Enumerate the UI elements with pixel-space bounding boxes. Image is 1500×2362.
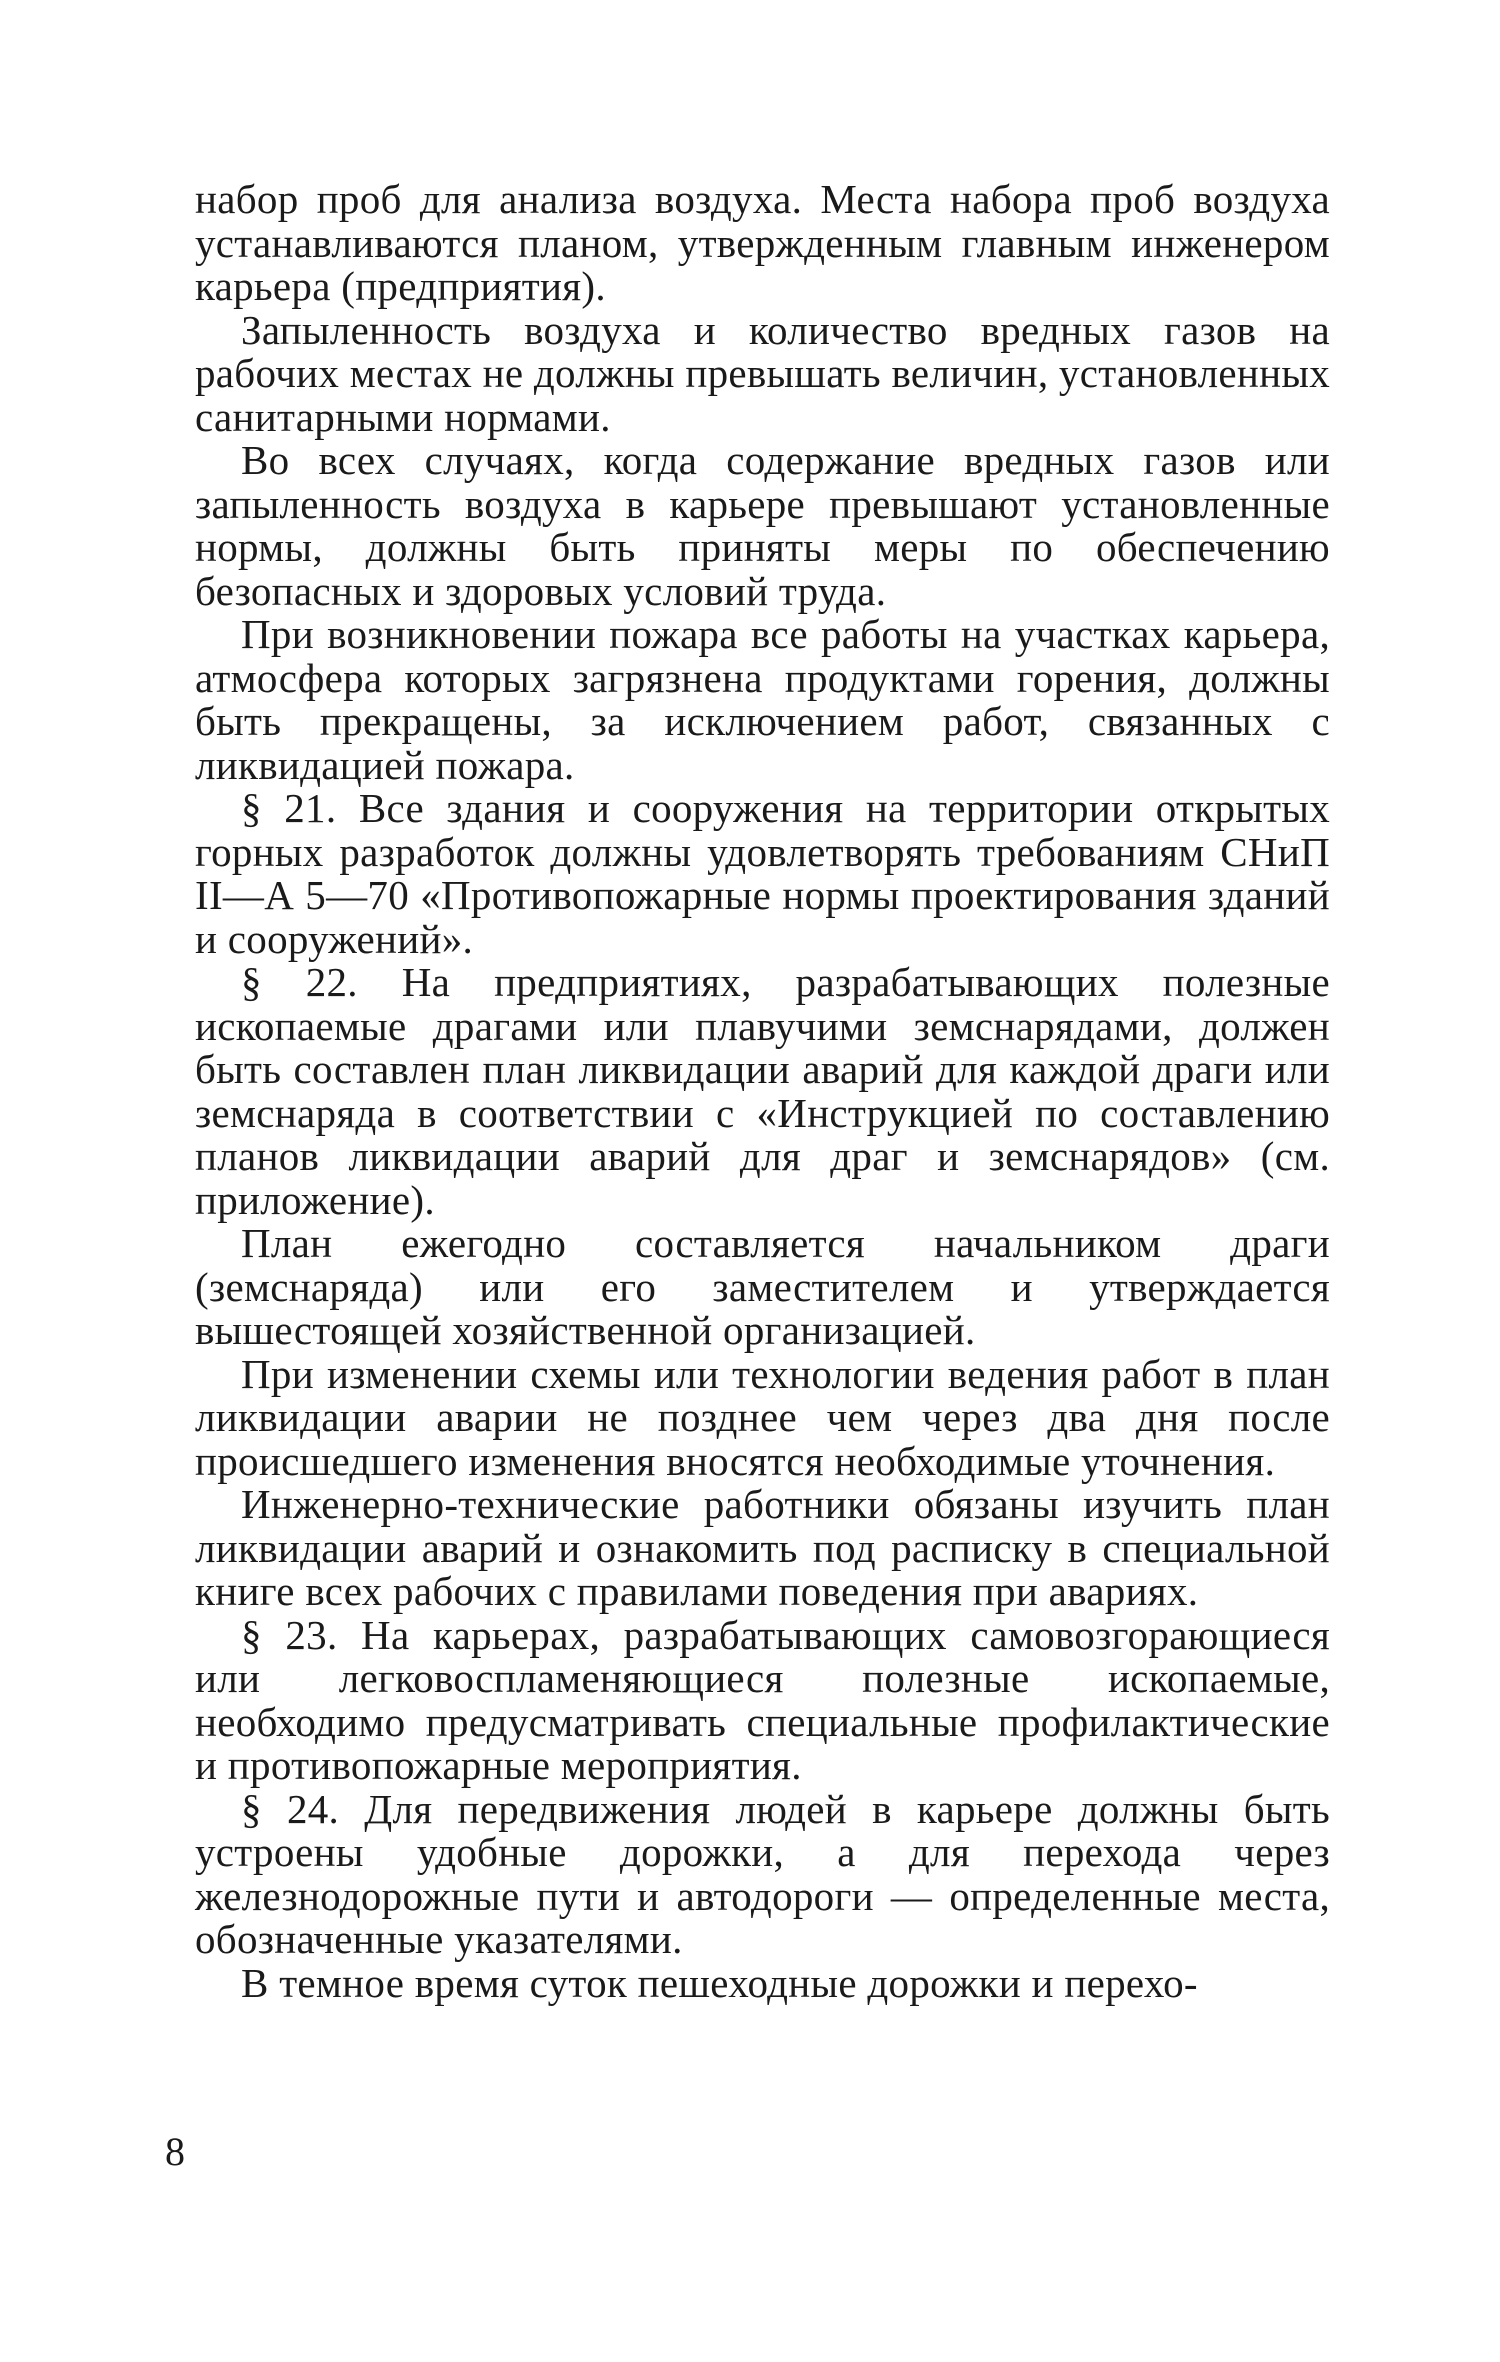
paragraph-8: При изменении схемы или технологии ведения работ в план ликвидации аварии не позднее чем через два дня после происшедшего изменения вносятся необходимые уточнения. — [195, 1350, 1330, 1484]
paragraph-section-24: § 24. Для передвижения людей в карьере должны быть устроены удобные дорожки, а для перехода через железнодорожные пути и автодороги — определенные места, обозначенные указателями. — [195, 1785, 1330, 1962]
paragraph-1: набор проб для анализа воздуха. Места набора проб воздуха устанавливаются планом, утвержденным главным инженером карьера (предприятия). — [195, 176, 1330, 309]
paragraph-section-23: § 23. На карьерах, разрабатывающих самовозгорающиеся или легковоспламеняющиеся полезные ископаемые, необходимо предусматривать специальные профилактические и противопожарные мероприятия. — [195, 1611, 1330, 1788]
paragraph-9: Инженерно-технические работники обязаны изучить план ликвидации аварий и ознакомить под расписку в специальной книге всех рабочих с правилами поведения при авариях. — [195, 1481, 1330, 1614]
body-text — [195, 178, 1330, 2005]
paragraph-4: При возникновении пожара все работы на участках карьера, атмосфера которых загрязнена продуктами горения, должны быть прекращены, за исключением работ, связанных с ликвидацией пожара. — [195, 611, 1330, 788]
paragraph-7: План ежегодно составляется начальником драги (земснаряда) или его заместителем и утверждается вышестоящей хозяйственной организацией. — [195, 1220, 1330, 1353]
page-number: 8 — [165, 2129, 185, 2174]
paragraph-12: В темное время суток пешеходные дорожки и перехо- — [241, 1959, 1198, 2006]
paragraph-section-22: § 22. На предприятиях, разрабатывающих полезные ископаемые драгами или плавучими земснарядами, должен быть составлен план ликвидации аварий для каждой драги или земснаряда в соответствии с «Инструкцией по составлению планов ликвидации аварий для драг и земснарядов» (см. приложение). — [195, 959, 1330, 1223]
paragraph-3: Во всех случаях, когда содержание вредных газов или запыленность воздуха в карьере превышают установленные нормы, должны быть приняты меры по обеспечению безопасных и здоровых условий труда. — [195, 437, 1330, 614]
paragraph-2: Запыленность воздуха и количество вредных газов на рабочих местах не должны превышать величин, установленных санитарными нормами. — [195, 306, 1330, 440]
paragraph-section-21: § 21. Все здания и сооружения на территории открытых горных разработок должны удовлетворять требованиям СНиП II—А 5—70 «Противопожарные нормы проектирования зданий и сооружений». — [195, 785, 1330, 962]
